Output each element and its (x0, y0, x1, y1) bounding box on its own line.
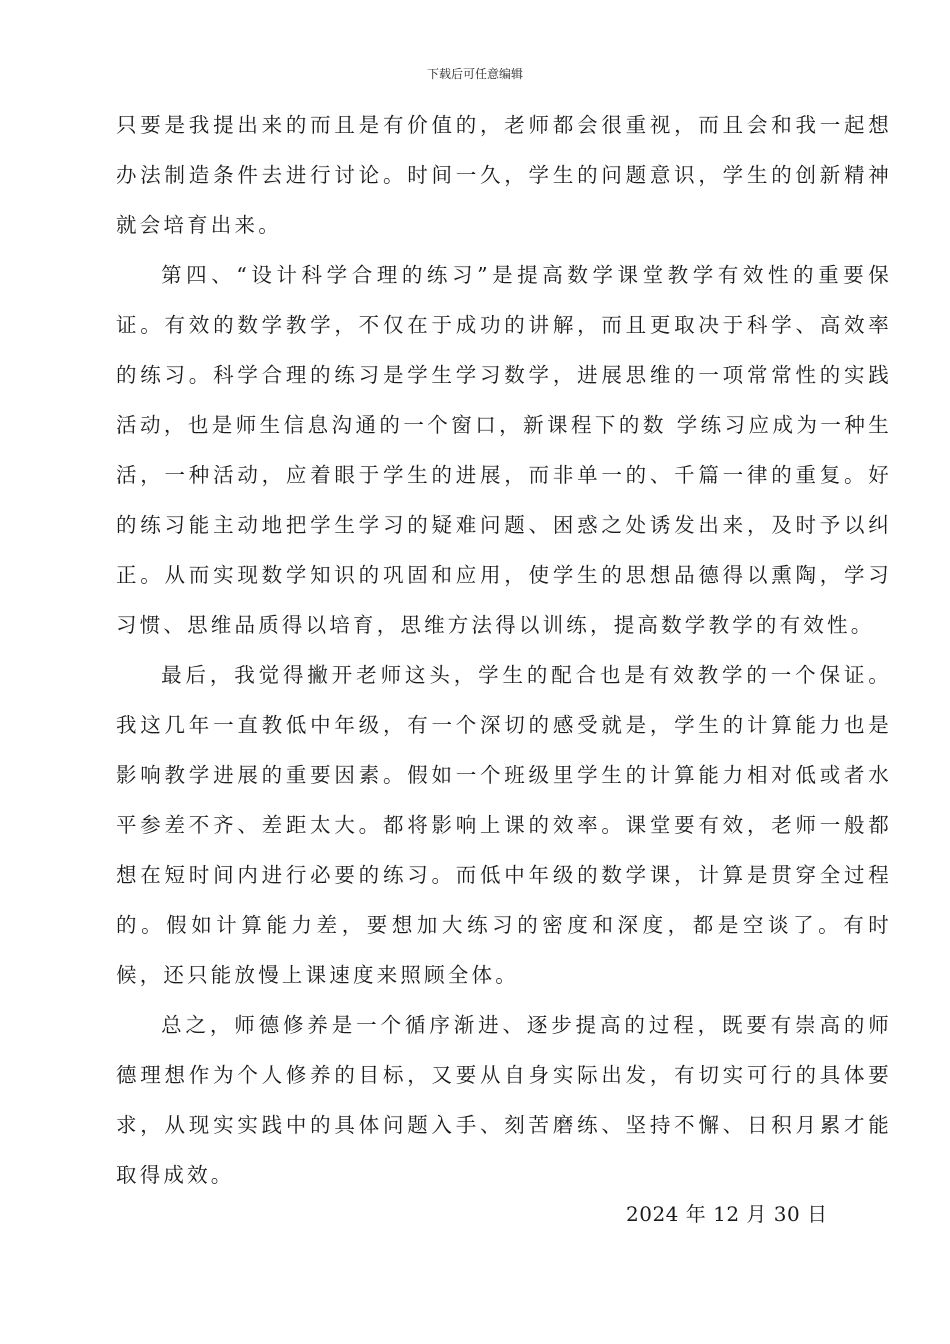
page-header: 下载后可任意编辑 (426, 67, 523, 81)
paragraph-fourth-point: 第四、“设计科学合理的练习”是提高数学课堂教学有效性的重要保证。有效的数学教学，不仅在于成功的讲解，而且更取决于科学、高效率的练习。科学合理的练习是学生学习数学，进展思维的一项常常性的实践活动，也是师生信息沟通的一个窗口，新课程下的数 学练习应成为一种生活，一种活动，应着眼于学生的进展，而非单一的、千篇一律的重复。好的练习能主动地把学生学习的疑难问题、困惑之处诱发出来，及时予以纠正。从而实现数学知识的巩固和应用，使学生的思想品德得以熏陶，学习习惯、思维品质得以培育，思维方法得以训练，提高数学教学的有效性。 (116, 263, 892, 637)
paragraph-finally: 最后，我觉得撇开老师这头，学生的配合也是有效教学的一个保证。我这几年一直教低中年级，有一个深切的感受就是，学生的计算能力也是影响教学进展的重要因素。假如一个班级里学生的计算能力相对低或者水平参差不齐、差距太大。都将影响上课的效率。课堂要有效，老师一般都想在短时间内进行必要的练习。而低中年级的数学课，计算是贯穿全过程的。假如计算能力差，要想加大练习的密度和深度，都是空谈了。有时候，还只能放慢上课速度来照顾全体。 (116, 663, 892, 987)
document-body (116, 100, 892, 1200)
document-date: 2024 年 12 月 30 日 (626, 1202, 828, 1226)
paragraph-conclusion: 总之，师德修养是一个循序渐进、逐步提高的过程，既要有崇高的师德理想作为个人修养的目标，又要从自身实际出发，有切实可行的具体要求，从现实实践中的具体问题入手、刻苦磨练、坚持不懈、日积月累才能取得成效。 (116, 1013, 892, 1187)
paragraph-continuation: 只要是我提出来的而且是有价值的，老师都会很重视，而且会和我一起想办法制造条件去进行讨论。时间一久，学生的问题意识，学生的创新精神就会培育出来。 (116, 113, 892, 237)
